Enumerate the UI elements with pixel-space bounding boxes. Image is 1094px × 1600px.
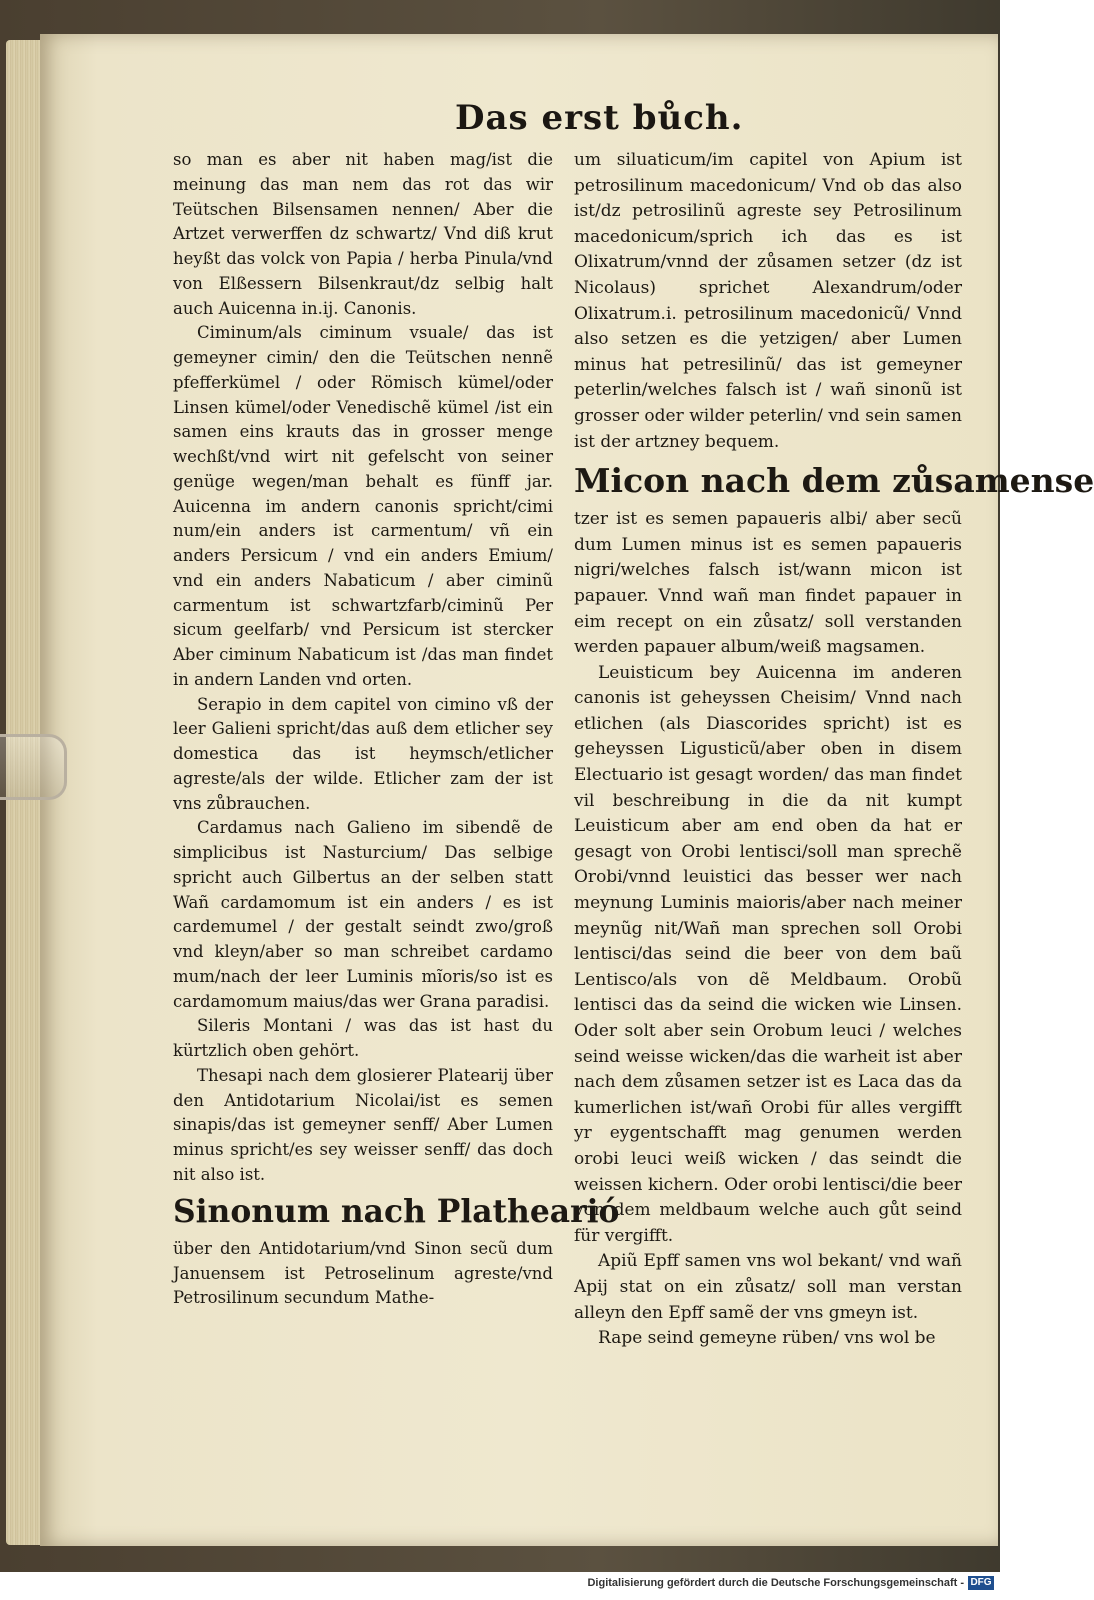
- paragraph: Sileris Montani / was das ist hast du kürtzlich oben gehört.: [173, 1016, 553, 1060]
- paragraph: Rape seind gemeyne rüben/ vns wol be: [598, 1328, 936, 1349]
- paragraph: Thesapi nach dem glosierer Platearij über den Antidotarium Nicolai/ist es semen sinapis/das ist gemeyner senff/ Aber Lumen minus spricht/es sey weisser senff/ das doch nit also ist.: [173, 1065, 553, 1184]
- paragraph: Apiũ Epff samen vns wol bekant/ vnd wañ Apij stat on ein zůsatz/ soll man verstan alleyn den Epff samẽ der vns gmeyn ist.: [574, 1251, 962, 1323]
- paragraph: so man es aber nit haben mag/ist die meinung das man nem das rot das wir Teütschen Bilsensamen nennen/ Aber die Artzet verwerffen dz schwartz/ Vnd diß krut heyßt das volck von Papia / herba Pinula/vnd von Elßessern Bilsenkraut/dz selbig halt auch Auicenna in.ij. Canonis.: [173, 150, 553, 318]
- paragraph: Ciminum/als ciminum vsuale/ das ist gemeyner cimin/ den die Teütschen nennẽ pfefferkümel / oder Römisch kümel/oder Linsen kümel/oder Venedischẽ kümel /ist ein samen eins krauts das in grosser menge wechßt/vnd wirt nit gefelscht von seiner genüge wegen/man behalt es fünff jar. Auicenna im andern canonis spricht/cimi num/ein anders ist carmentum/ vñ ein anders Persicum / vnd ein anders Emium/ vnd ein anders Nabaticum / aber ciminũ carmentum ist schwartzfarb/ciminũ Per sicum geelfarb/ vnd Persicum ist stercker Aber ciminum Nabaticum ist /das man findet in andern Landen vnd orten.: [173, 323, 553, 689]
- paragraph: Leuisticum bey Auicenna im anderen canonis ist geheyssen Cheisim/ Vnnd nach etlichen (als Diascorides spricht) ist es geheyssen Ligusticũ/aber oben in disem Electuario ist gesagt worden/ das man findet vil beschreibung in die da nit kumpt Leuisticum aber am end oben da hat er gesagt von Orobi lentisci/soll man sprechẽ Orobi/vnnd leuistici das besser wer nach meynung Luminis maioris/aber nach meiner meynũg nit/Wañ man sprechen soll Orobi lentisci/das seind die beer von dem baũ Lentisco/als von dẽ Meldbaum. Orobũ lentisci das da seind die wicken wie Linsen. Oder solt aber sein Orobum leuci / welches seind weisse wicken/das die warheit ist aber nach dem zůsamen setzer ist es Laca das da kumerlichen ist/wañ Orobi für alles vergifft yr eygentschafft mag genumen werden orobi leuci weiß wicken / das seindt die weissen kichern. Oder orobi lentisci/die beer von dem meldbaum welche auch gůt seind für vergifft.: [574, 662, 962, 1246]
- dfg-logo: DFG: [968, 1576, 994, 1590]
- paragraph: tzer ist es semen papaueris albi/ aber secũ dum Lumen minus ist es semen papaueris nigri/welches falsch ist/wann micon ist papauer. Vnnd wañ man findet papauer in eim recept on ein zůsatz/ soll verstanden werden papauer album/weiß magsamen.: [574, 509, 962, 658]
- right-column: [574, 148, 1094, 1352]
- paragraph: Cardamus nach Galieno im sibendẽ de simplicibus ist Nasturcium/ Das selbige spricht auch Gilbertus an der selben statt Wañ cardamomum ist ein anders / es ist cardemumel / der gestalt seindt zwo/groß vnd kleyn/aber so man schreibet cardamo mum/nach der leer Luminis mĩoris/so ist es cardamomum maius/das wer Grana paradisi.: [173, 818, 553, 1011]
- section-heading: Sinonum nach Plathearió: [173, 1193, 620, 1230]
- page-clip: [0, 734, 67, 800]
- section-heading: Micon nach dem zůsamense: [574, 461, 1094, 501]
- left-column: [173, 148, 620, 1311]
- paragraph: über den Antidotarium/vnd Sinon secũ dum Januensem ist Petroselinum agreste/vnd Petrosilinum secundum Mathe-: [173, 1238, 553, 1308]
- paragraph: Serapio in dem capitel von cimino vß der leer Galieni spricht/das auß dem etlicher sey domestica das ist heymsch/etlicher agreste/als der wilde. Etlicher zam der ist vns zůbrauchen.: [173, 694, 553, 813]
- running-head: Das erst bůch.: [455, 98, 744, 138]
- digitization-credit: Digitalisierung gefördert durch die Deutsche Forschungsgemeinschaft -: [587, 1577, 964, 1589]
- paragraph: um siluaticum/im capitel von Apium ist petrosilinum macedonicum/ Vnd ob das also ist/dz petrosilinũ agreste sey Petrosilinum macedonicum/sprich ich das es ist Olixatrum/vnnd der zůsamen setzer (dz ist Nicolaus) sprichet Alexandrum/oder Olixatrum.i. petrosilinum macedonicũ/ Vnnd also setzen es die yetzigen/ aber Lumen minus hat petresilinũ/ das ist gemeyner peterlin/welches falsch ist / wañ sinonũ ist grosser oder wilder peterlin/ vnd sein samen ist der artzney bequem.: [574, 150, 962, 452]
